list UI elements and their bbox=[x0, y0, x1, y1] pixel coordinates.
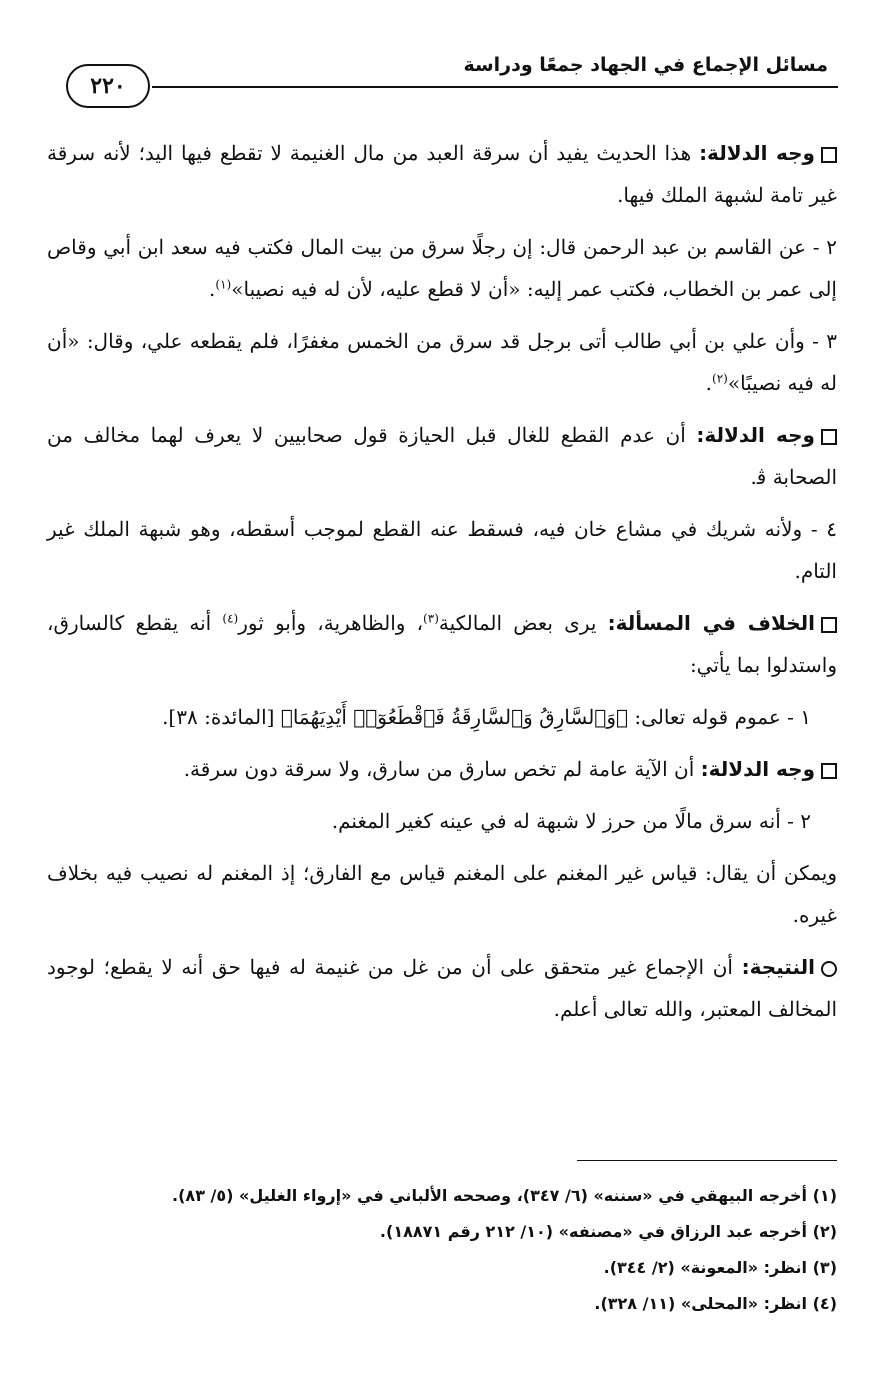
paragraph-point-2 bbox=[47, 226, 837, 310]
footnote-divider bbox=[577, 1160, 837, 1161]
running-header bbox=[66, 50, 838, 110]
square-bullet-icon bbox=[821, 147, 837, 163]
paragraph-point-4 bbox=[47, 508, 837, 592]
paragraph-conclusion bbox=[47, 946, 837, 1030]
footnote: (٣) انظر: «المعونة» (٢/ ٣٤٤). bbox=[603, 1258, 837, 1277]
paragraph-text: ٢ - عن القاسم بن عبد الرحمن قال: إن رجلًا سرق من بيت المال فكتب فيه سعد ابن أبي وقاص إلى عمر بن الخطاب، فكتب عمر إليه: «أن لا قطع عليه، لأن له فيه نصيبا» bbox=[47, 235, 837, 301]
paragraph-text: أنه يقطع كالسارق، واستدلوا بما يأتي: bbox=[47, 611, 837, 677]
square-bullet-icon bbox=[821, 429, 837, 445]
footnote: (٢) أخرجه عبد الرزاق في «مصنفه» (١٠/ ٢١٢ رقم ١٨٨٧١). bbox=[379, 1222, 837, 1241]
header-rule bbox=[152, 86, 838, 88]
paragraph-text: ويمكن أن يقال: قياس غير المغنم على المغنم قياس مع الفارق؛ إذ المغنم له نصيب فيه بخلاف غيره. bbox=[47, 861, 837, 927]
page-number-badge: ٢٢٠ bbox=[66, 64, 150, 108]
paragraph-lead: وجه الدلالة: bbox=[700, 757, 815, 781]
paragraph-lead: النتيجة: bbox=[741, 955, 815, 979]
paragraph-tail: . bbox=[209, 277, 216, 301]
paragraph-point-3 bbox=[47, 320, 837, 404]
paragraph-text: أن عدم القطع للغال قبل الحيازة قول صحابيين لا يعرف لهما مخالف من الصحابة ﭬ. bbox=[47, 423, 837, 489]
paragraph-tail: . bbox=[705, 371, 712, 395]
paragraph-text: هذا الحديث يفيد أن سرقة العبد من مال الغنيمة لا تقطع فيها اليد؛ لأنه سرقة غير تامة لشبهة الملك فيها. bbox=[47, 141, 837, 207]
footnote-ref: (١) bbox=[215, 277, 232, 292]
paragraph-evidence-3 bbox=[47, 748, 837, 790]
paragraph-text: يرى بعض المالكية bbox=[438, 611, 608, 635]
square-bullet-icon bbox=[821, 763, 837, 779]
paragraph-evidence-2 bbox=[47, 414, 837, 498]
footnote-ref: (٣) bbox=[423, 611, 439, 626]
paragraph-argument-2 bbox=[47, 800, 837, 842]
paragraph-text: ١ - عموم قوله تعالى: ﴿وَٱلسَّارِقُ وَٱلسَّارِقَةُ فَٱقْطَعُوٓا۟ أَيْدِيَهُمَا﴾ [المائدة: ٣٨]. bbox=[162, 705, 811, 729]
square-bullet-icon bbox=[821, 617, 837, 633]
footnote-ref: (٢) bbox=[712, 371, 728, 386]
paragraph-text: ، والظاهرية، وأبو ثور bbox=[238, 611, 424, 635]
paragraph-text: ٤ - ولأنه شريك في مشاع خان فيه، فسقط عنه القطع لموجب أسقطه، وهو شبهة الملك غير التام. bbox=[47, 517, 837, 583]
main-text bbox=[47, 132, 837, 1040]
footnote: (١) أخرجه البيهقي في «سننه» (٦/ ٣٤٧)، وصححه الألباني في «إرواء الغليل» (٥/ ٨٣). bbox=[172, 1186, 837, 1205]
paragraph-argument-1 bbox=[47, 696, 837, 738]
paragraph-lead: وجه الدلالة: bbox=[699, 141, 815, 165]
footnote-ref: (٤) bbox=[222, 611, 239, 626]
paragraph-lead: وجه الدلالة: bbox=[696, 423, 815, 447]
paragraph-evidence-1 bbox=[47, 132, 837, 216]
header-title: مسائل الإجماع في الجهاد جمعًا ودراسة bbox=[463, 54, 828, 76]
footnote: (٤) انظر: «المحلى» (١١/ ٣٢٨). bbox=[594, 1294, 837, 1313]
footnotes bbox=[47, 1178, 837, 1322]
paragraph-text: ٣ - وأن علي بن أبي طالب أتى برجل قد سرق من الخمس مغفرًا، فلم يقطعه علي، وقال: «أن له فيه نصيبًا» bbox=[47, 329, 837, 395]
paragraph-text: أن الإجماع غير متحقق على أن من غل من غنيمة له فيها حق أنه لا يقطع؛ لوجود المخالف المعتبر، والله تعالى أعلم. bbox=[47, 955, 837, 1021]
paragraph-text: ٢ - أنه سرق مالًا من حرز لا شبهة له في عينه كغير المغنم. bbox=[331, 809, 811, 833]
circle-bullet-icon bbox=[821, 961, 837, 977]
paragraph-disagreement bbox=[47, 602, 837, 686]
paragraph-lead: الخلاف في المسألة: bbox=[607, 611, 815, 635]
paragraph-rebuttal bbox=[47, 852, 837, 936]
paragraph-text: أن الآية عامة لم تخص سارق من سارق، ولا سرقة دون سرقة. bbox=[183, 757, 701, 781]
